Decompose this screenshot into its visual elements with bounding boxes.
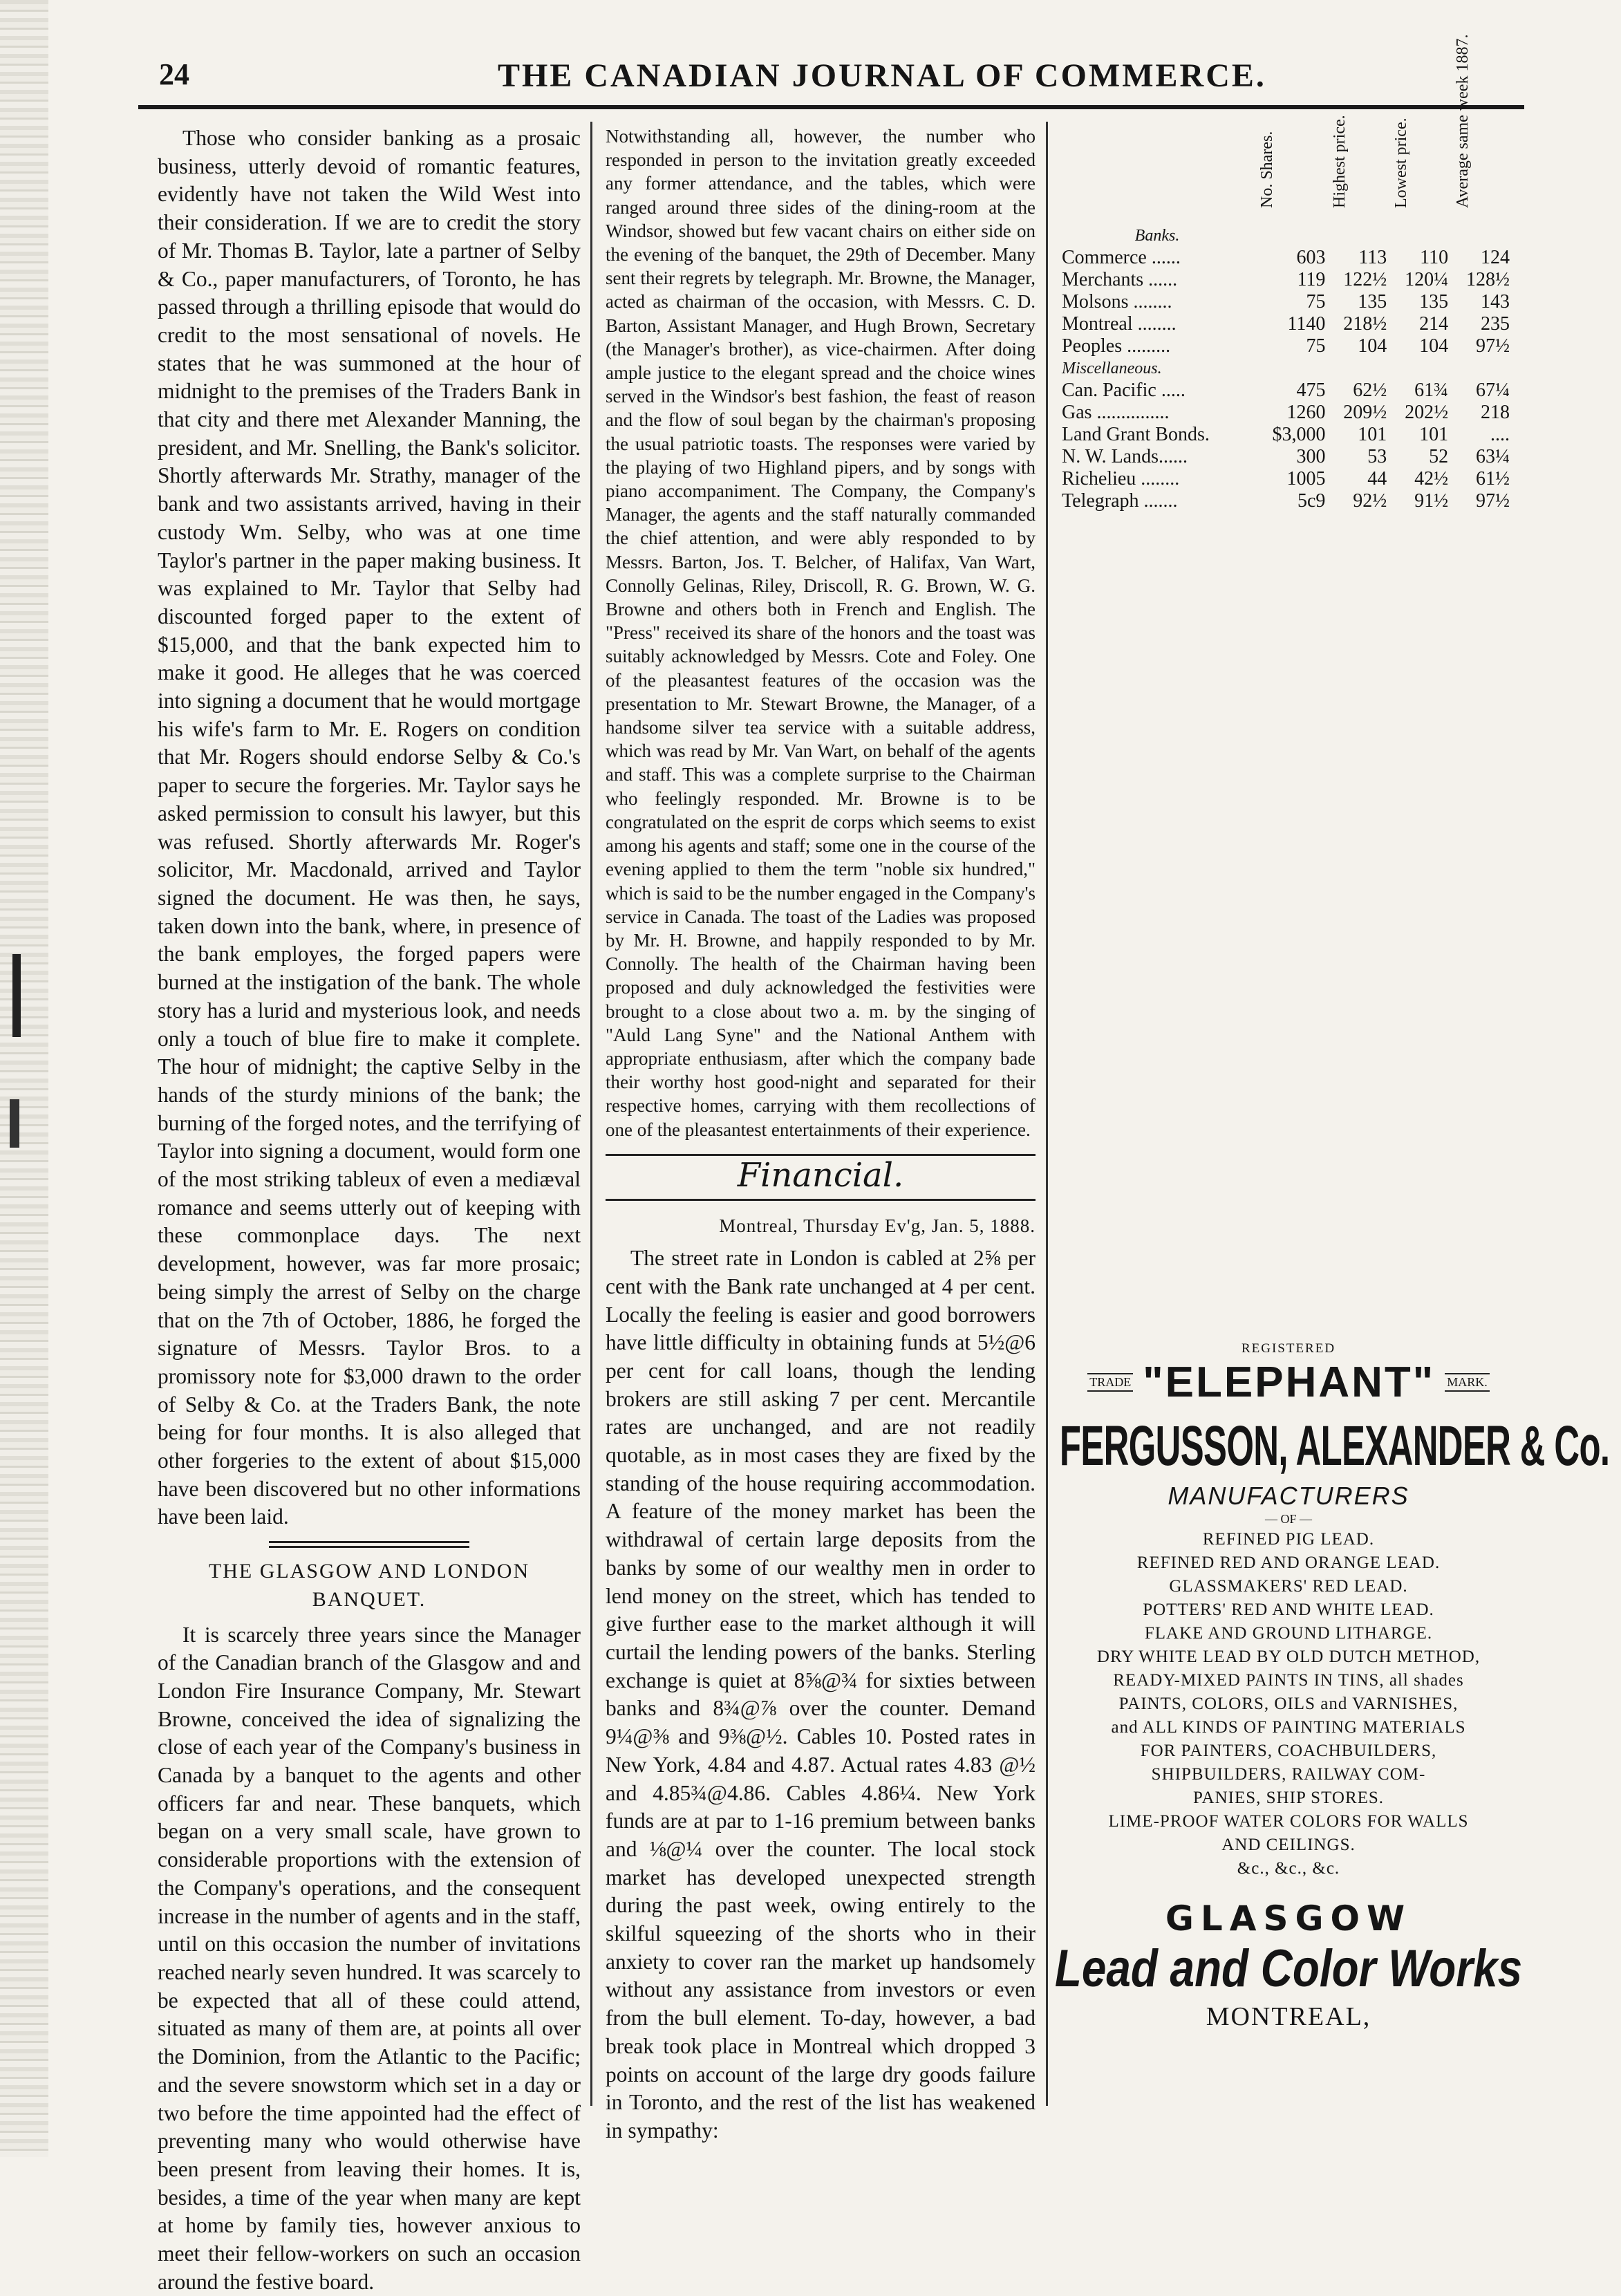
row-label: Molsons ........ xyxy=(1062,291,1172,312)
header-average: Average same week 1887. xyxy=(1454,34,1472,208)
table-cell: 42½ xyxy=(1414,468,1449,489)
table-cell: 135 xyxy=(1358,291,1387,312)
trade-label: TRADE xyxy=(1087,1373,1133,1392)
stock-table-header xyxy=(1058,140,1514,247)
firm-name: FERGUSSON, ALEXANDER & Co. xyxy=(1059,1415,1610,1477)
table-cell: 113 xyxy=(1358,247,1387,268)
table-cell: 300 xyxy=(1296,446,1326,467)
column-1 xyxy=(158,124,581,2294)
table-cell: 92½ xyxy=(1353,490,1387,512)
row-label: Merchants ...... xyxy=(1062,269,1178,290)
row-label: Telegraph ....... xyxy=(1062,490,1178,512)
table-cell: 1005 xyxy=(1286,468,1326,489)
table-cell: 214 xyxy=(1419,313,1449,335)
table-cell: 124 xyxy=(1481,247,1510,268)
table-cell: 122½ xyxy=(1343,269,1387,290)
page-header xyxy=(138,57,1521,101)
table-cell: 101 xyxy=(1419,424,1449,445)
page-number: 24 xyxy=(159,57,189,91)
table-cell: $3,000 xyxy=(1272,424,1326,445)
city-label: MONTREAL, xyxy=(1206,2002,1371,2031)
misc-label: Miscellaneous. xyxy=(1062,360,1162,377)
product-line: LIME-PROOF WATER COLORS FOR WALLS xyxy=(1108,1812,1469,1831)
binding-mark xyxy=(10,1099,19,1148)
column-2 xyxy=(606,124,1036,2143)
binding-edge xyxy=(0,0,48,2157)
misc-header xyxy=(1058,357,1514,380)
column-divider xyxy=(1046,122,1048,2106)
section-rule xyxy=(269,1541,469,1548)
product-line: and ALL KINDS OF PAINTING MATERIALS xyxy=(1111,1718,1466,1737)
elephant-advertisement xyxy=(1054,1341,1610,2032)
product-line: FOR PAINTERS, COACHBUILDERS, xyxy=(1140,1742,1437,1760)
brand-name: "ELEPHANT" xyxy=(1143,1359,1436,1406)
product-line: SHIPBUILDERS, RAILWAY COM- xyxy=(1151,1765,1426,1784)
table-row xyxy=(1058,380,1514,402)
financial-title: Financial. xyxy=(737,1155,904,1195)
product-line: DRY WHITE LEAD BY OLD DUTCH METHOD, xyxy=(1096,1648,1481,1666)
table-row xyxy=(1058,402,1514,424)
product-line: GLASSMAKERS' RED LEAD. xyxy=(1169,1577,1408,1596)
product-list xyxy=(1058,1528,1519,1880)
table-row xyxy=(1058,335,1514,357)
row-label: Commerce ...... xyxy=(1062,247,1181,268)
table-row xyxy=(1058,269,1514,291)
glasgow-label: GLASGOW xyxy=(1165,1898,1412,1939)
product-line: POTTERS' RED AND WHITE LEAD. xyxy=(1143,1600,1434,1619)
row-label: Gas ............... xyxy=(1062,402,1170,423)
trademark-row xyxy=(1058,1358,1519,1407)
table-row xyxy=(1058,247,1514,269)
row-label: N. W. Lands...... xyxy=(1062,446,1188,467)
misc-rows xyxy=(1058,380,1514,512)
row-label: Montreal ........ xyxy=(1062,313,1177,335)
stock-table xyxy=(1058,34,1514,512)
header-highest: Highest price. xyxy=(1331,115,1349,208)
table-cell: 1260 xyxy=(1286,402,1326,423)
table-cell: 97½ xyxy=(1476,490,1510,512)
header-banks: Banks. xyxy=(1134,227,1180,245)
table-row xyxy=(1058,424,1514,446)
journal-title: THE CANADIAN JOURNAL OF COMMERCE. xyxy=(498,57,1266,94)
row-label: Richelieu ........ xyxy=(1062,468,1180,489)
financial-heading-box xyxy=(606,1154,1036,1202)
table-cell: 235 xyxy=(1481,313,1510,335)
product-line: REFINED PIG LEAD. xyxy=(1202,1530,1375,1549)
product-line: REFINED RED AND ORANGE LEAD. xyxy=(1136,1553,1441,1572)
table-cell: 75 xyxy=(1306,335,1326,357)
table-cell: 62½ xyxy=(1353,380,1387,401)
table-cell: 128½ xyxy=(1466,269,1510,290)
header-rule xyxy=(138,105,1524,109)
column-divider xyxy=(590,122,592,2106)
table-row xyxy=(1058,468,1514,490)
table-cell: 603 xyxy=(1296,247,1326,268)
table-cell: 209½ xyxy=(1343,402,1387,423)
table-cell: .... xyxy=(1490,424,1510,445)
row-label: Can. Pacific ..... xyxy=(1062,380,1186,401)
taylor-article-text: Those who consider banking as a prosaic business, utterly devoid of romantic features, evidently have not taken the Wild West into their consideration. If we are to credit the story of Mr. Thomas B. Taylor, late a partner of Selby & Co., paper manufacturers, of Toronto, he has passed through a thrilling episode that would do credit to the most sensational of novels. He states that he was summoned at the hour of midnight to the premises of the Traders Bank in that city and there met Alexander Manning, the president, and Mr. Snelling, the Bank's solicitor. Shortly afterwards Mr. Strathy, manager of the bank and two assistants arrived, having in their custody Wm. Selby, who was at one time Taylor's partner in the paper making business. It was explained to Mr. Taylor that Selby had discounted forged paper to the extent of $15,000, and that the bank expected him to make it good. He alleges that he was coerced into signing a document that he would mortgage his wife's farm to Mr. E. Rogers on condition that Mr. Rogers should endorse Selby & Co.'s paper to secure the forgeries. Mr. Taylor says he asked permission to consult his lawyer, but this was refused. Shortly afterwards Mr. Roger's solicitor, Mr. Macdonald, arrived and Taylor signed the document. He was then, he says, taken down into the bank, where, in presence of the bank employes, the forged papers were burned at the instigation of the bank. The whole story has a lurid and mysterious look, and needs only a touch of blue fire to make it complete. The hour of midnight; the captive Selby in the hands of the sturdy minions of the bank; the burning of the forged notes, and the terrifying of Taylor into signing a document, would form one of the most striking tableux of even a mediæval romance and seems utterly out of keeping with these commonplace days. The next development, however, was far more prosaic; being simply the arrest of Selby on the charge that on the 7th of October, 1886, he forged the signature of Messrs. Taylor Bros. to a promissory note for $3,000 drawn to the order of Selby & Co. at the Traders Bank, the note being for four months. It is also alleged that other forgeries to the extent of about $15,000 have been discovered but no other informations have been laid. xyxy=(158,126,581,1529)
row-label: Peoples ......... xyxy=(1062,335,1171,357)
table-cell: 67¼ xyxy=(1476,380,1510,401)
bank-rows xyxy=(1058,247,1514,357)
table-cell: 202½ xyxy=(1405,402,1449,423)
table-cell: 143 xyxy=(1481,291,1510,312)
financial-paragraph: The street rate in London is cabled at 2⅝ per cent with the Bank rate unchanged at 4 per cent. Locally the feeling is easier and good borrowers have little difficulty in obtaining funds at 5½@6 per cent for call loans, though the lending brokers are still asking 7 per cent. Mercantile rates are unchanged, and are not readily quotable, as in most cases they are fixed by the standing of the house requiring accommodation. A feature of the money market has been the withdrawal of certain large deposits from the banks by some of our wealthy men in order to lend money on the street, which has tended to give further ease to the market although it will curtail the lending powers of the banks. Sterling exchange is quiet at 8⅝@¾ for sixties between banks and 8¾@⅞ over the counter. Demand 9¼@⅜ and 9⅜@½. Cables 10. Posted rates in New York, 4.84 and 4.87. Actual rates 4.83 @½ and 4.85¾@4.86. Cables 4.86¼. New York funds are at par to 1-16 premium between banks and ⅛@¼ over the counter. The local stock market has developed unexpected strength during the past week, owing entirely to the skilful squeezing of the shorts who in their anxiety to cover ran the market up handsomely without any assistance from investors or even from the bull element. To-day, however, a bad break took place in Montreal which dropped 3 points on account of the large dry goods failure in Toronto, and the rest of the list has weakened in sympathy: xyxy=(606,1246,1036,2143)
table-cell: 5c9 xyxy=(1297,490,1326,512)
product-line: READY-MIXED PAINTS IN TINS, all shades xyxy=(1113,1671,1464,1690)
table-cell: 110 xyxy=(1420,247,1449,268)
table-cell: 135 xyxy=(1419,291,1449,312)
mark-label: MARK. xyxy=(1445,1373,1490,1392)
table-row xyxy=(1058,313,1514,335)
banquet-title: THE GLASGOW AND LONDON BANQUET. xyxy=(208,1560,530,1611)
table-cell: 104 xyxy=(1358,335,1387,357)
product-line: &c., &c., &c. xyxy=(1237,1859,1340,1878)
table-cell: 52 xyxy=(1429,446,1449,467)
table-cell: 475 xyxy=(1296,380,1326,401)
registered-label: REGISTERED xyxy=(1241,1341,1336,1356)
table-cell: 63¼ xyxy=(1476,446,1510,467)
table-cell: 1140 xyxy=(1287,313,1326,335)
banquet-paragraph-1: It is scarcely three years since the Manager of the Canadian branch of the Glasgow and and London Fire Insurance Company, Mr. Stewart Browne, conceived the idea of signalizing the close of each year of the Company's business in Canada by a banquet to the agents and other officers far and near. These banquets, which began on a very small scale, have grown to considerable proportions with the extension of the Company's operations, and the consequent increase in the number of agents and in the staff, until on this occasion the number of invitations reached nearly seven hundred. It was scarcely to be expected that all of these could attend, situated as many of them are, at points all over the Dominion, from the Atlantic to the Pacific; and the severe snowstorm which set in a day or two before the time appointed had the effect of preventing many who would otherwise have been present from leaving their homes. It is, besides, a time of the year when many are kept at home by family ties, however anxious to meet their fellow-workers on such an occasion around the festive board. xyxy=(158,1622,581,2294)
header-shares: No. Shares. xyxy=(1258,131,1276,208)
banquet-paragraph-2: Notwithstanding all, however, the number who responded in person to the invitation greatly exceeded any former attendance, and the tables, which were ranged around three sides of the dining-room at the Windsor, showed but few vacant chairs on either side on the evening of the banquet, the 29th of December. Many sent their regrets by telegraph. Mr. Browne, the Manager, acted as chairman of the occasion, with Messrs. C. D. Barton, Assistant Manager, and Hugh Brown, Secretary (the Manager's brother), as vice-chairmen. After doing ample justice to the elegant spread and the choice wines served in the Windsor's best fashion, the feast of reason and the flow of soul began by the chairman's proposing the usual patriotic toasts. The responses were varied by the playing of two Highland pipers, and by songs with piano accompaniment. The Company, the Company's Manager, the agents and the staff naturally commanded the chief attention, and were ably responded to by Messrs. Barton, Jos. T. Belcher, of Halifax, Van Wart, Connolly Gelinas, Riley, Driscoll, R. G. Brown, W. G. Browne and others both in French and English. The "Press" received its share of the honors and the toast was suitably acknowledged by Messrs. Cote and Foley. One of the pleasantest features of the occasion was the presentation to Mr. Stewart Browne, the Manager, of a handsome silver tea service with a suitable address, which was read by Mr. Van Wart, on behalf of the agents and staff. This was a complete surprise to the Chairman who feelingly responded. Mr. Browne is to be congratulated on the esprit de corps which seems to exist among his agents and staff; some one in the course of the evening applied to them the term "noble six hundred," which is said to be the number engaged in the Company's service in Canada. The toast of the Ladies was proposed by Mr. H. Browne, and happily responded to by Mr. Connolly. The health of the Chairman having been proposed and duly acknowledged the festivities were brought to a close about two a. m. by the singing of "Auld Lang Syne" and the National Anthem with appropriate enthusiasm, after which the company bade their worthy host good-night and separated for their respective homes, carrying with them recollections of one of the pleasantest entertainments of their experience. xyxy=(606,126,1036,1140)
row-label: Land Grant Bonds. xyxy=(1062,424,1210,445)
product-line: PAINTS, COLORS, OILS and VARNISHES, xyxy=(1118,1695,1459,1713)
table-cell: 104 xyxy=(1419,335,1449,357)
works-label: Lead and Color Works xyxy=(1054,1939,1523,1998)
table-row xyxy=(1058,446,1514,468)
table-cell: 218½ xyxy=(1343,313,1387,335)
table-cell: 53 xyxy=(1367,446,1387,467)
table-cell: 44 xyxy=(1367,468,1387,489)
table-row xyxy=(1058,291,1514,313)
table-cell: 218 xyxy=(1481,402,1510,423)
product-line: AND CEILINGS. xyxy=(1221,1836,1356,1854)
table-cell: 119 xyxy=(1297,269,1326,290)
header-lowest: Lowest price. xyxy=(1392,118,1411,208)
product-line: PANIES, SHIP STORES. xyxy=(1192,1789,1385,1807)
dateline: Montreal, Thursday Ev'g, Jan. 5, 1888. xyxy=(719,1215,1036,1237)
banquet-continuation xyxy=(606,124,1036,1141)
table-cell: 120¼ xyxy=(1405,269,1449,290)
table-cell: 91½ xyxy=(1414,490,1449,512)
table-cell: 97½ xyxy=(1476,335,1510,357)
of-label: — OF — xyxy=(1264,1512,1312,1526)
table-row xyxy=(1058,490,1514,512)
binding-mark xyxy=(12,954,21,1037)
table-cell: 61½ xyxy=(1476,468,1510,489)
table-cell: 61¾ xyxy=(1414,380,1449,401)
table-cell: 75 xyxy=(1306,291,1326,312)
product-line: FLAKE AND GROUND LITHARGE. xyxy=(1144,1624,1433,1643)
table-cell: 101 xyxy=(1358,424,1387,445)
manufacturers-label: MANUFACTURERS xyxy=(1168,1482,1409,1510)
